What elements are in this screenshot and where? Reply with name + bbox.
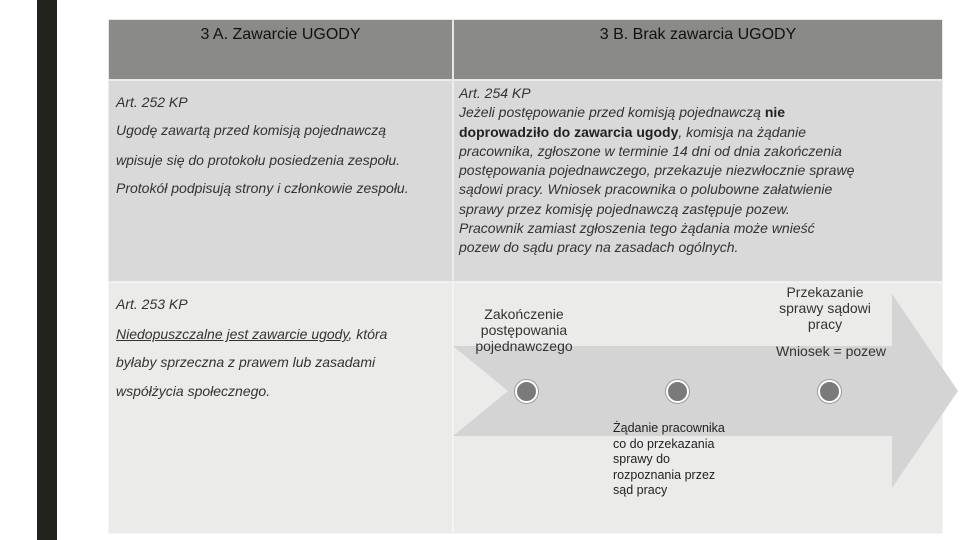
article-254-line-7: Pracownik zamiast zgłoszenia tego żądania może wnieść [459, 220, 815, 237]
article-253-line-3: współżycia społecznego. [116, 383, 271, 399]
article-254-line-8: pozew do sądu pracy na zasadach ogólnych. [459, 239, 739, 256]
article-254-label: Art. 254 KP [459, 85, 531, 101]
article-252-label: Art. 252 KP [116, 94, 188, 110]
article-253-line-2: byłaby sprzeczna z prawem lub zasadami [116, 354, 376, 370]
article-253-line-1: Niedopuszczalne jest zawarcie ugody, która [116, 326, 388, 342]
article-254-line-5: sądowi pracy. Wniosek pracownika o polubowne załatwienie [459, 181, 833, 198]
article-254-line-1: Jeżeli postępowanie przed komisją pojednawczą nie [459, 104, 786, 121]
bold-doprowadzilo: doprowadziło do zawarcia ugody [459, 123, 679, 140]
timeline-dot-1 [515, 380, 538, 403]
bold-nie: nie [764, 104, 786, 121]
article-254-line-3: pracownika, zgłoszone w terminie 14 dni od dnia zakończenia [459, 142, 842, 159]
timeline-label-zakonczenie: Zakończenie postępowania pojednawczego [475, 306, 573, 355]
article-254-line-2: doprowadziło do zawarcia ugody, komisja na żądanie [459, 123, 806, 140]
article-252-line-3: Protokół podpisują strony i członkowie zespołu. [116, 180, 409, 196]
article-254-line-4: postępowania pojednawczego, przekazuje niezwłocznie sprawę [459, 162, 855, 179]
timeline-label-zadanie: Żądanie pracownika co do przekazania sprawy do rozpoznania przez sąd pracy [613, 421, 725, 498]
article-252-line-2: wpisuje się do protokołu posiedzenia zespołu. [116, 152, 401, 168]
article-252-line-1: Ugodę zawartą przed komisją pojednawczą [116, 122, 387, 138]
header-title-brak: 3 B. Brak zawarcia UGODY [599, 26, 797, 43]
timeline-dot-3 [818, 380, 841, 403]
header-title-zawarcie: 3 A. Zawarcie UGODY [200, 26, 361, 43]
timeline-dot-2 [666, 380, 689, 403]
timeline-label-wniosek: Wniosek = pozew [775, 343, 887, 359]
article-253-label: Art. 253 KP [116, 296, 188, 312]
article-254-line-6: sprawy przez komisję pojednawczą zastępuje pozew. [459, 200, 790, 217]
timeline-label-przekazanie: Przekazanie sprawy sądowi pracy [779, 284, 871, 333]
